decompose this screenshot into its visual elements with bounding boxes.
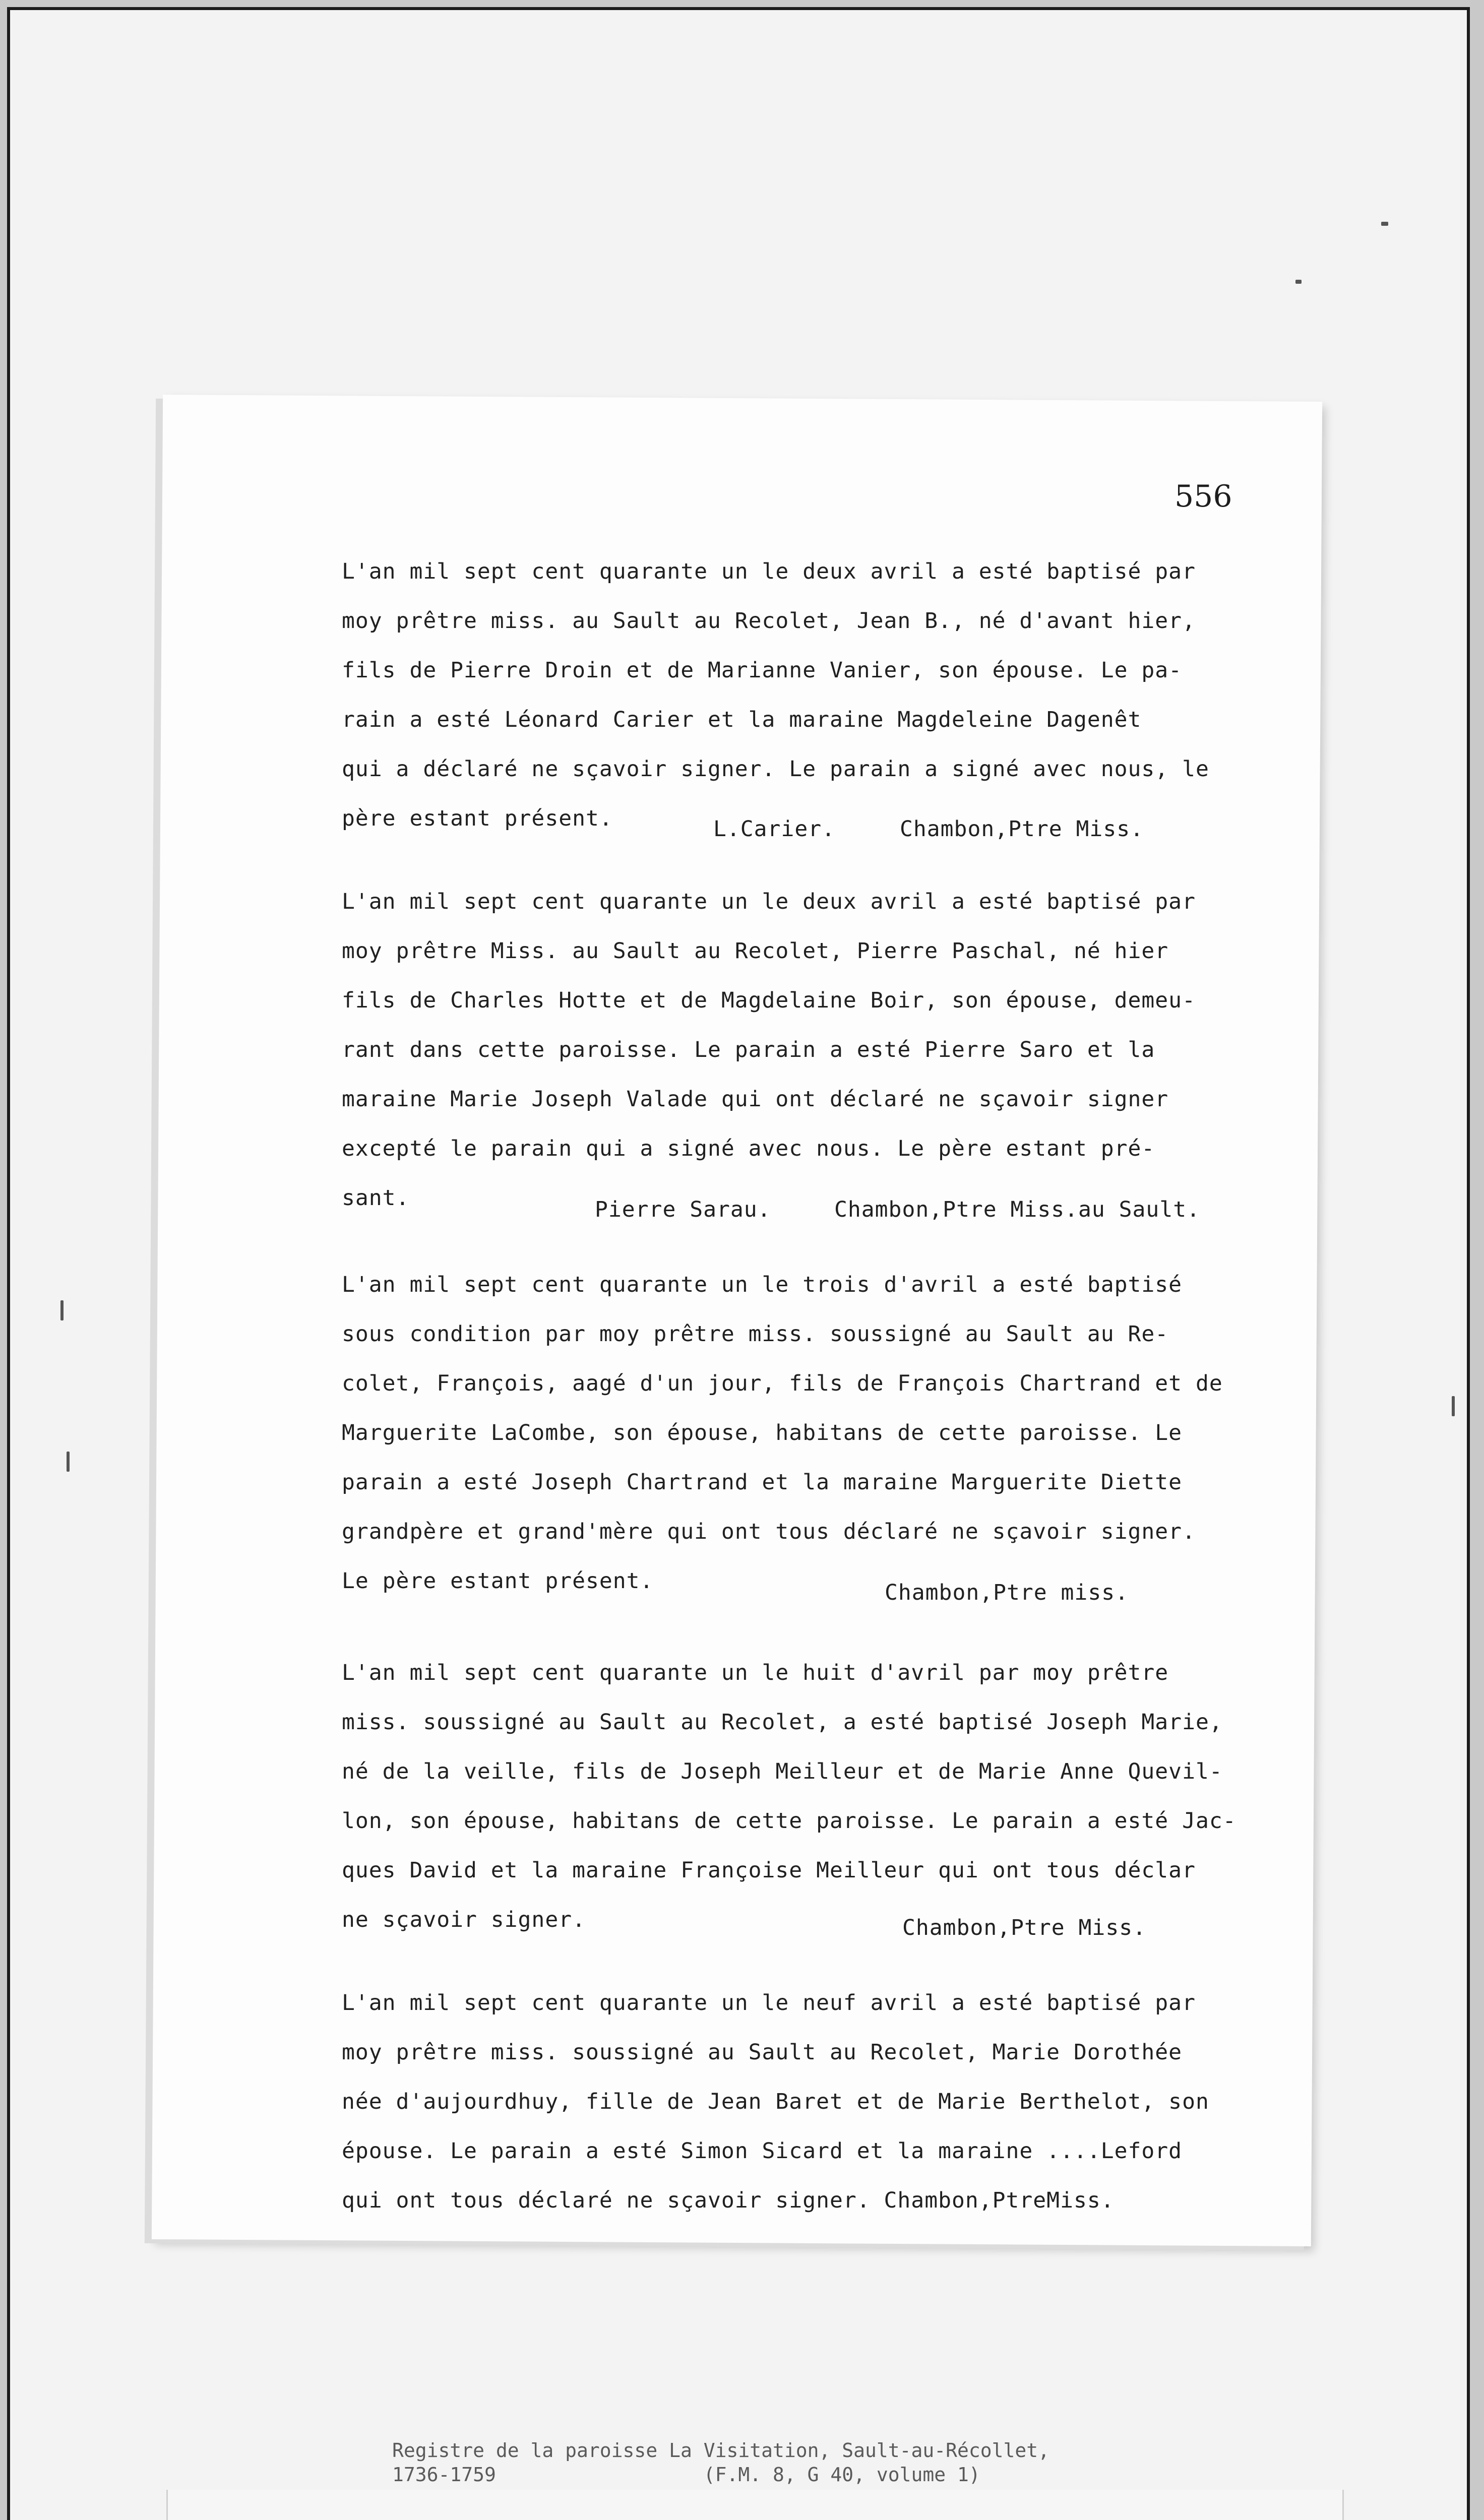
film-speck — [60, 1300, 64, 1320]
text-line: moy prêtre miss. soussigné au Sault au Recolet, Marie Dorothée — [342, 2040, 1183, 2065]
baptism-entry — [342, 547, 1264, 843]
baptism-entry — [342, 1260, 1264, 1606]
signature: L.Carier. — [713, 816, 835, 842]
signature: Chambon,Ptre Miss.au Sault. — [834, 1197, 1200, 1222]
text-line: maraine Marie Joseph Valade qui ont déclaré ne sçavoir signer — [342, 1087, 1169, 1112]
film-speck — [1295, 280, 1302, 284]
text-line: moy prêtre Miss. au Sault au Recolet, Pierre Paschal, né hier — [342, 938, 1169, 964]
text-line: né de la veille, fils de Joseph Meilleur et de Marie Anne Quevil- — [342, 1759, 1223, 1784]
signature: Pierre Sarau. — [595, 1197, 771, 1222]
text-line: sous condition par moy prêtre miss. soussigné au Sault au Re- — [342, 1321, 1169, 1347]
caption-line: 1736-1759 (F.M. 8, G 40, volume 1) — [392, 2464, 980, 2486]
text-line: moy prêtre miss. au Sault au Recolet, Jean B., né d'avant hier, — [342, 608, 1196, 634]
film-speck — [67, 1452, 70, 1472]
text-line: née d'aujourdhuy, fille de Jean Baret et de Marie Berthelot, son — [342, 2089, 1209, 2114]
text-line: parain a esté Joseph Chartrand et la maraine Marguerite Diette — [342, 1470, 1183, 1495]
text-line: rant dans cette paroisse. Le parain a esté Pierre Saro et la — [342, 1037, 1155, 1062]
text-line: colet, François, aagé d'un jour, fils de François Chartrand et de — [342, 1371, 1223, 1396]
caption-line: Registre de la paroisse La Visitation, Sault-au-Récollet, — [392, 2439, 1050, 2462]
text-line: sant. — [342, 1185, 410, 1211]
film-speck — [1381, 222, 1388, 226]
signature: Chambon,Ptre Miss. — [902, 1915, 1146, 1940]
text-line: rain a esté Léonard Carier et la maraine Magdeleine Dagenêt — [342, 707, 1142, 732]
text-line: L'an mil sept cent quarante un le neuf avril a esté baptisé par — [342, 1990, 1196, 2015]
baptism-entry — [342, 877, 1264, 1223]
text-line: père estant présent. — [342, 806, 613, 831]
text-line: Marguerite LaCombe, son épouse, habitans de cette paroisse. Le — [342, 1420, 1183, 1445]
page-number: 556 — [1174, 479, 1232, 514]
text-line: qui a déclaré ne sçavoir signer. Le parain a signé avec nous, le — [342, 757, 1209, 782]
text-line: ne sçavoir signer. — [342, 1907, 586, 1932]
text-line: ques David et la maraine Françoise Meilleur qui ont tous déclar — [342, 1858, 1196, 1883]
baptism-entry — [342, 1978, 1264, 2225]
text-line: excepté le parain qui a signé avec nous. Le père estant pré- — [342, 1136, 1155, 1161]
text-line: L'an mil sept cent quarante un le huit d'avril par moy prêtre — [342, 1660, 1169, 1685]
signature: Chambon,Ptre miss. — [885, 1580, 1129, 1605]
text-line: lon, son épouse, habitans de cette paroisse. Le parain a esté Jac- — [342, 1808, 1236, 1834]
text-line: fils de Charles Hotte et de Magdelaine Boir, son épouse, demeu- — [342, 988, 1196, 1013]
text-line: L'an mil sept cent quarante un le deux avril a esté baptisé par — [342, 559, 1196, 584]
baptism-entry — [342, 1648, 1264, 1944]
text-line: L'an mil sept cent quarante un le trois d'avril a esté baptisé — [342, 1272, 1183, 1297]
text-line: L'an mil sept cent quarante un le deux avril a esté baptisé par — [342, 889, 1196, 914]
text-line: fils de Pierre Droin et de Marianne Vanier, son épouse. Le pa- — [342, 658, 1183, 683]
text-line: miss. soussigné au Sault au Recolet, a esté baptisé Joseph Marie, — [342, 1710, 1223, 1735]
signature: Chambon,Ptre Miss. — [900, 816, 1144, 842]
text-line: épouse. Le parain a esté Simon Sicard et la maraine ....Leford — [342, 2138, 1183, 2164]
text-line: grandpère et grand'mère qui ont tous déclaré ne sçavoir signer. — [342, 1519, 1196, 1544]
film-speck — [1452, 1396, 1455, 1416]
reel-caption — [392, 2438, 1148, 2487]
archives-stamp — [166, 2490, 1344, 2520]
text-line: qui ont tous déclaré ne sçavoir signer. Chambon,PtreMiss. — [342, 2188, 1115, 2213]
text-line: Le père estant présent. — [342, 1568, 654, 1594]
